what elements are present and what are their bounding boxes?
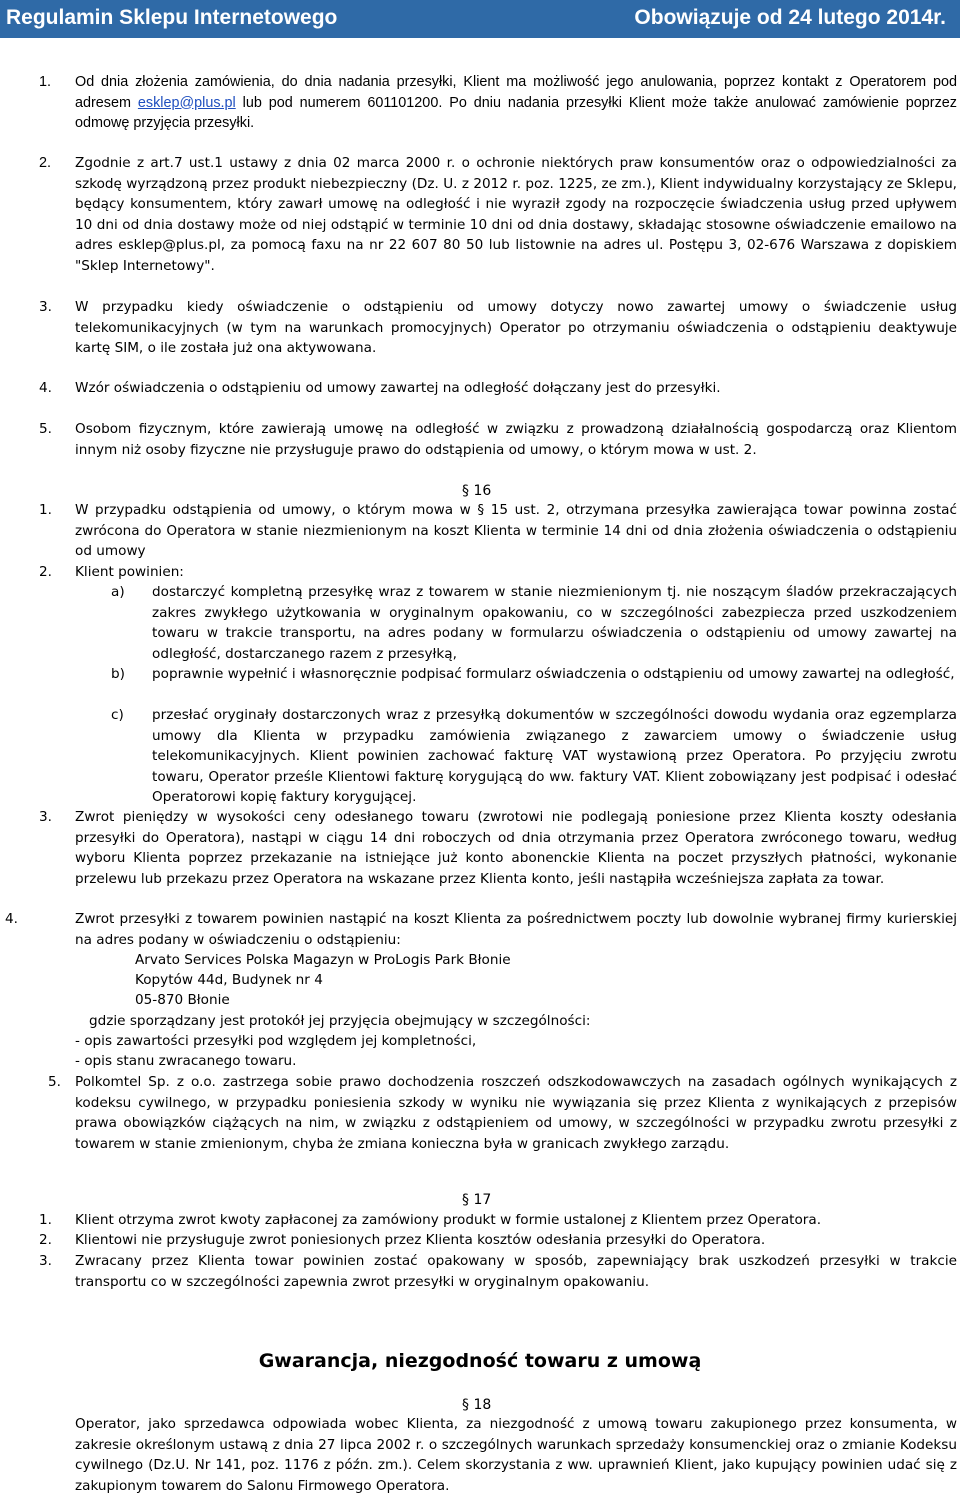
paragraph-client-obligations: Klient powinien: (75, 564, 184, 580)
protocol-note: gdzie sporządzany jest protokół jej przyjęcia obejmujący w szczególności: (89, 1013, 591, 1029)
list-number: 4. (5, 911, 18, 927)
list-number: 3. (39, 299, 52, 315)
section-heading-16: § 16 (462, 483, 492, 499)
list-number: 1. (39, 74, 52, 90)
paragraph-return-shipment: W przypadku odstąpienia od umowy, o którym mowa w § 15 ust. 2, otrzymana przesyłka zawierająca towar powinna zostać zwrócona do Operatora w stanie niezmienionym na koszt Klienta w terminie 14 dni od dnia złożenia oświadczenia o odstąpieniu od umowy (75, 502, 957, 559)
paragraph-refund-form: Klient otrzyma zwrot kwoty zapłaconej za zamówiony produkt w formie ustalonej z Klientem przez Operatora. (75, 1212, 822, 1228)
sub-item-b: poprawnie wypełnić i własnoręcznie podpisać formularz oświadczenia o odstąpieniu od umowy zawartej na odległość, (152, 666, 955, 682)
sub-item-label: a) (111, 584, 125, 600)
section-title: Gwarancja, niezgodność towaru z umową (258, 1350, 702, 1372)
sub-item-label: b) (111, 666, 125, 682)
paragraph-withdrawal-right: Zgodnie z art.7 ust.1 ustawy z dnia 02 marca 2000 r. o ochronie niektórych praw konsumentów oraz o odpowiedzialności za szkodę wyrządzoną przez produkt niebezpieczny (Dz. U. z 2012 r. poz. 1225, ze zm.), Klient indywidualny korzystający ze Sklepu, będący konsumentem, który zawarł umowę na odległość i nie wyraził zgody na rozpoczęcie świadczenia usług przed upływem 10 dni od dnia dostawy może od niej odstąpić w terminie 10 dni od dnia dostawy, składając stosowne oświadczenie emailowo na adres esklep@plus.pl, za pomocą faxu na nr 22 607 80 50 lub listownie na adres ul. Postępu 3, 02-676 Warszawa z dopiskiem "Sklep Internetowy". (75, 155, 957, 274)
paragraph-warranty: Operator, jako sprzedawca odpowiada wobec Klienta, za niezgodność z umową towaru zakupionego przez konsumenta, w zakresie określonym ustawą z dnia 27 lipca 2002 r. o szczególnych warunkach sprzedaży konsumenckiej oraz o zmianie Kodeksu cywilnego (Dz.U. Nr 141, poz. 1176 z późn. zm.). Celem skorzystania z ww. uprawnień Klient, jako kupujący powinien udać się z zakupionym towarem do Salonu Firmowego Operatora. (75, 1416, 957, 1494)
list-number: 1. (39, 1212, 52, 1228)
section-heading-17: § 17 (462, 1192, 492, 1208)
protocol-item: - opis zawartości przesyłki pod względem jej kompletności, (75, 1033, 477, 1049)
list-number: 2. (39, 155, 52, 171)
sub-item-c: przesłać oryginały dostarczonych wraz z przesyłką dokumentów w szczególności dowodu wydania oraz egzemplarza umowy dla Klienta w przypadku zamówienia związanego z zawarciem umowy o świadczenie usług telekomunikacyjnych. Klient powinien zachować fakturę VAT wystawioną przez Operatora. Po przyjęciu zwrotu towaru, Operator prześle Klientowi fakturę korygującą do ww. faktury VAT. Klient zobowiązany jest podpisać i odesłać Operatorowi kopię faktury korygującej. (152, 707, 957, 805)
paragraph-no-shipping-refund: Klientowi nie przysługuje zwrot poniesionych przez Klienta kosztów odesłania przesyłki do Operatora. (75, 1232, 766, 1248)
section-heading-18: § 18 (462, 1397, 492, 1413)
paragraph-packaging: Zwracany przez Klienta towar powinien zostać opakowany w sposób, zapewniający brak uszkodzeń przesyłki w trakcie transportu co w szczególności zapewnia zwrot przesyłki w oryginalnym opakowaniu. (75, 1253, 957, 1290)
effective-date: Obowiązuje od 24 lutego 2014r. (634, 6, 946, 29)
list-number: 3. (39, 1253, 52, 1269)
list-number: 3. (39, 809, 52, 825)
address-line: Arvato Services Polska Magazyn w ProLogis Park Błonie (135, 952, 511, 968)
paragraph-return-address: Zwrot przesyłki z towarem powinien nastąpić na koszt Klienta za pośrednictwem poczty lub dowolnie wybranej firmy kurierskiej na adres podany w oświadczeniu o odstąpieniu: (75, 911, 957, 948)
list-number: 2. (39, 1232, 52, 1248)
protocol-item: - opis stanu zwracanego towaru. (75, 1053, 297, 1069)
address-line: Kopytów 44d, Budynek nr 4 (135, 972, 323, 988)
sub-item-a: dostarczyć kompletną przesyłkę wraz z towarem w stanie niezmienionym tj. nie noszącym śladów przekraczających zakres zwykłego użytkowania w oryginalnym opakowaniu, co w szczególności zabezpiecza przed uszkodzeniem towaru w trakcie transportu, na adres podany w formularzu oświadczenia o odstąpieniu od umowy zawartej na odległość, dostarczanego razem z przesyłką, (152, 584, 957, 662)
document-title: Regulamin Sklepu Internetowego (6, 6, 338, 29)
paragraph-sim-deactivation: W przypadku kiedy oświadczenie o odstąpieniu od umowy dotyczy nowo zawartej umowy o świadczenie usług telekomunikacyjnych (w tym na warunkach promocyjnych) Operator po otrzymaniu oświadczenia o odstąpieniu deaktywuje kartę SIM, o ile została już ona aktywowana. (75, 299, 957, 356)
list-number: 5. (39, 421, 52, 437)
list-number: 2. (39, 564, 52, 580)
paragraph-business-exclusion: Osobom fizycznym, które zawierają umowę na odległość w związku z prowadzoną działalnością gospodarczą oraz Klientom innym niż osoby fizyczne nie przysługuje prawo do odstąpienia od umowy, o którym mowa w ust. 2. (75, 421, 957, 458)
paragraph-damages: Polkomtel Sp. z o.o. zastrzega sobie prawo dochodzenia roszczeń odszkodowawczych na zasadach ogólnych wynikających z kodeksu cywilnego, w przypadku poniesienia szkody w wyniku nie wywiązania się przez Klienta z wynikających z przepisów prawa obowiązków ciążących na nim, w związku z odstąpieniem od umowy, w szczególności w przypadku zwrotu przesyłki z towarem w stanie zmienionym, chyba że zmiana konieczna była w granicach zwykłego zarządu. (75, 1074, 957, 1152)
list-number: 5. (48, 1074, 61, 1090)
paragraph-cancel-order: Od dnia złożenia zamówienia, do dnia nadania przesyłki, Klient ma możliwość jego anulowania, poprzez kontakt z Operatorem pod adresem esklep@plus.pl lub pod numerem 601101200. Po dniu nadania przesyłki Klient może także anulować zamówienie poprzez odmowę przyjęcia przesyłki. (75, 74, 957, 131)
list-number: 4. (39, 380, 52, 396)
paragraph-refund: Zwrot pieniędzy w wysokości ceny odesłanego towaru (zwrotowi nie podlegają poniesione przez Klienta koszty odesłania przesyłki do Operatora), nastąpi w ciągu 14 dni roboczych od dnia otrzymania przez Operatora zwróconego towaru, według wyboru Klienta poprzez przekazanie na istniejące już konto abonenckie Klienta na poczet przyszłych płatności, wykonanie przelewu lub przekazu przez Operatora na wskazane przez Klienta konto, jeśli nastąpiła wcześniejsza zapłata za towar. (75, 809, 957, 887)
sub-item-label: c) (111, 707, 124, 723)
paragraph-withdrawal-form: Wzór oświadczenia o odstąpieniu od umowy zawartej na odległość dołączany jest do przesyłki. (75, 380, 721, 396)
list-number: 1. (39, 502, 52, 518)
email-link[interactable]: esklep@plus.pl (137, 94, 236, 111)
address-line: 05-870 Błonie (135, 992, 230, 1008)
